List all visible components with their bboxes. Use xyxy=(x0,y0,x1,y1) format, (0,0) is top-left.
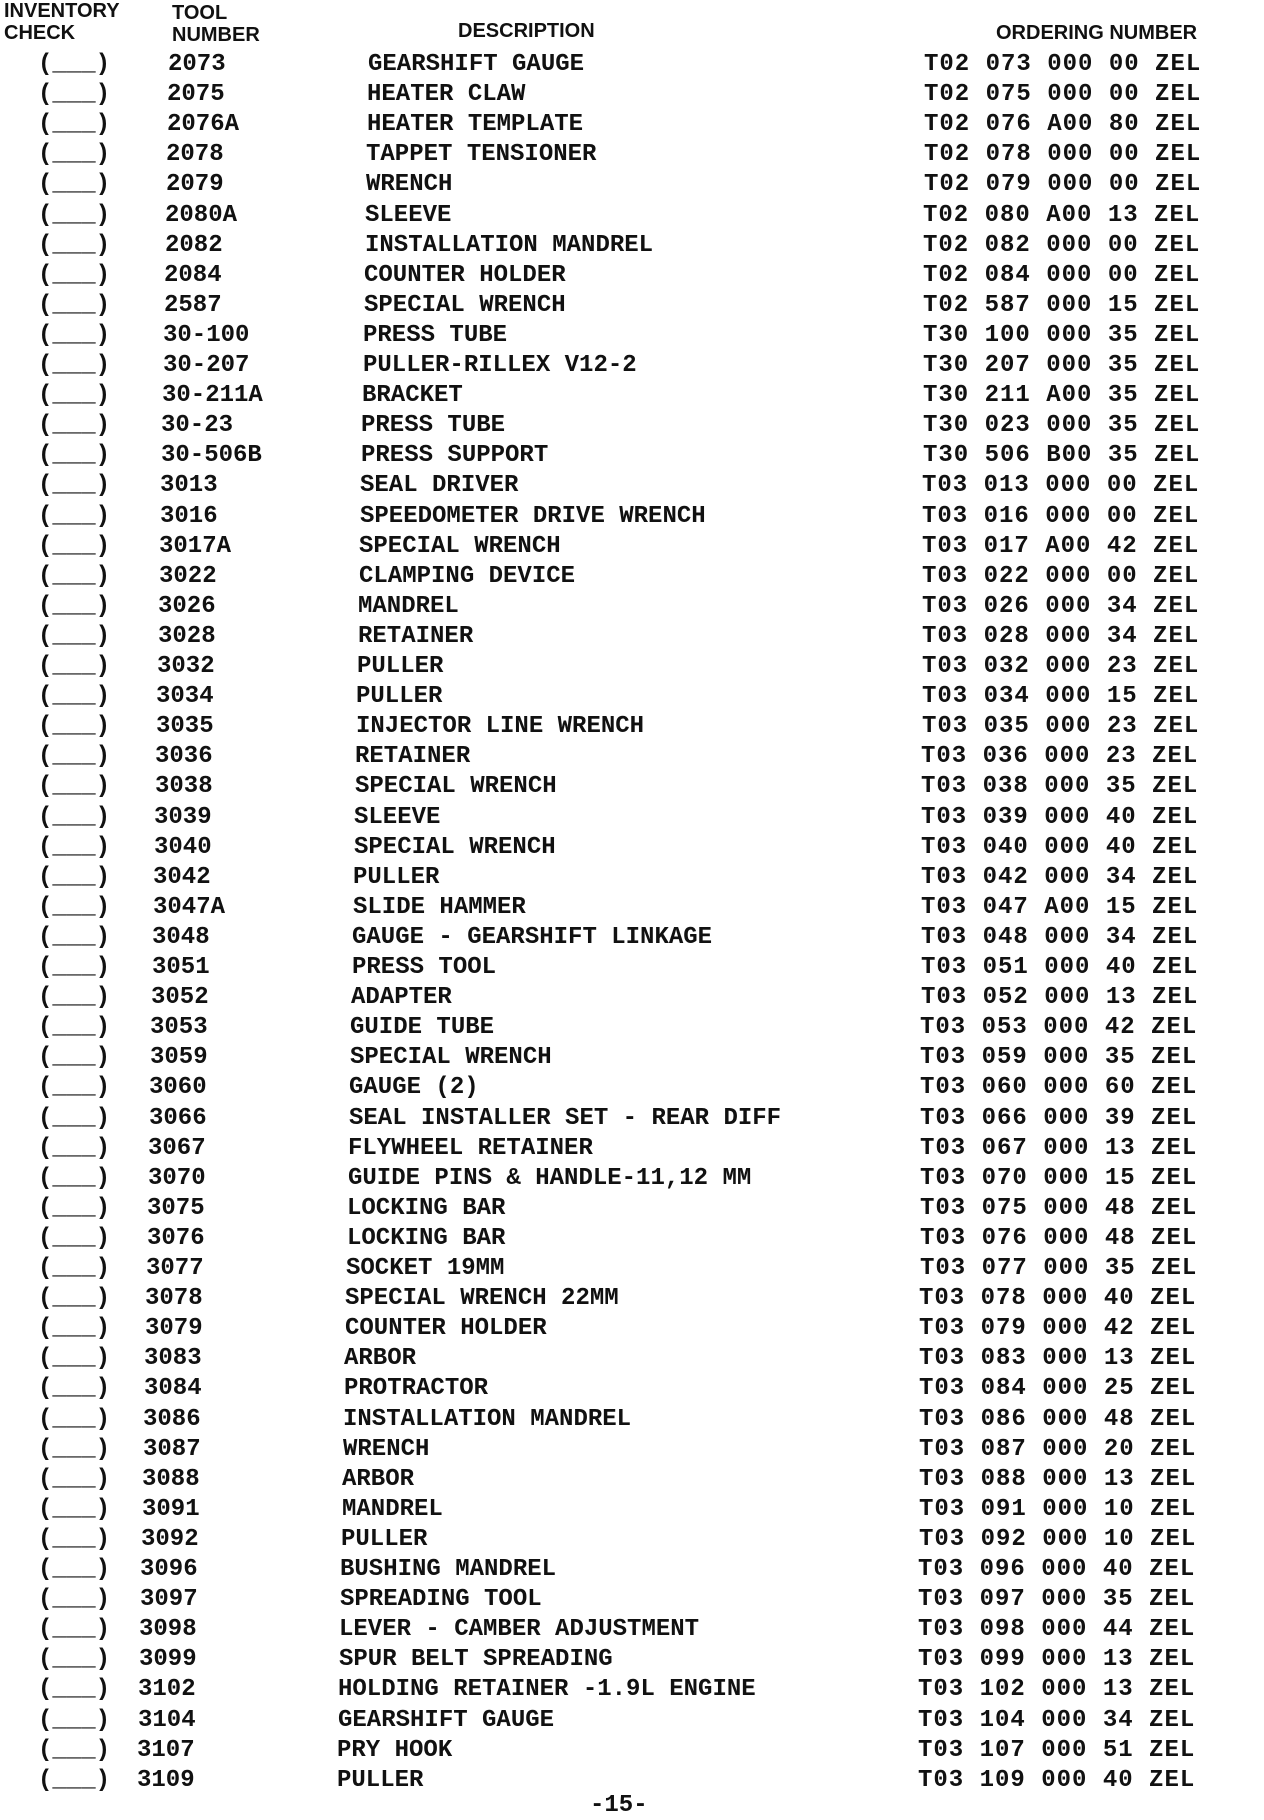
ordering-number: T03 047 A00 15 ZEL xyxy=(921,894,1199,921)
tool-description: PULLER xyxy=(353,864,440,891)
tool-description: INJECTOR LINE WRENCH xyxy=(356,713,645,740)
tool-description: PULLER xyxy=(356,683,443,710)
inventory-checkbox[interactable]: (___) xyxy=(38,1014,111,1041)
tool-number: 3078 xyxy=(145,1285,203,1312)
table-row xyxy=(0,411,1264,441)
table-row xyxy=(0,381,1264,411)
inventory-checkbox[interactable]: (___) xyxy=(38,503,111,530)
ordering-number: T02 084 000 00 ZEL xyxy=(923,262,1201,289)
inventory-checkbox[interactable]: (___) xyxy=(38,442,111,469)
ordering-number: T03 098 000 44 ZEL xyxy=(918,1616,1196,1643)
inventory-checkbox[interactable]: (___) xyxy=(38,924,111,951)
inventory-checkbox[interactable]: (___) xyxy=(38,51,111,78)
table-row xyxy=(0,1314,1264,1344)
inventory-checkbox[interactable]: (___) xyxy=(38,1225,111,1252)
table-row xyxy=(0,441,1264,471)
tool-number: 3048 xyxy=(152,924,210,951)
tool-description: RETAINER xyxy=(358,623,474,650)
inventory-checkbox[interactable]: (___) xyxy=(38,1496,111,1523)
table-row xyxy=(0,1405,1264,1435)
inventory-checkbox[interactable]: (___) xyxy=(38,202,111,229)
tool-description: SPREADING TOOL xyxy=(340,1586,542,1613)
tool-number: 2076A xyxy=(167,111,240,138)
inventory-checkbox[interactable]: (___) xyxy=(38,804,111,831)
tool-number: 2082 xyxy=(165,232,223,259)
tool-number: 3022 xyxy=(159,563,217,590)
ordering-number: T02 076 A00 80 ZEL xyxy=(924,111,1202,138)
ordering-number: T03 016 000 00 ZEL xyxy=(922,503,1200,530)
table-row xyxy=(0,291,1264,321)
ordering-number: T02 082 000 00 ZEL xyxy=(923,232,1201,259)
tool-number: 3042 xyxy=(153,864,211,891)
tool-description: SLEEVE xyxy=(354,804,441,831)
tool-number: 3032 xyxy=(157,653,215,680)
table-row xyxy=(0,863,1264,893)
ordering-number: T02 075 000 00 ZEL xyxy=(924,81,1202,108)
inventory-checkbox[interactable]: (___) xyxy=(38,1646,111,1673)
tool-number: 2080A xyxy=(165,202,238,229)
tool-description: SPUR BELT SPREADING xyxy=(339,1646,613,1673)
inventory-header-line1: INVENTORY xyxy=(4,0,120,22)
inventory-checkbox[interactable]: (___) xyxy=(38,1406,111,1433)
ordering-number: T03 036 000 23 ZEL xyxy=(921,743,1199,770)
ordering-number: T03 017 A00 42 ZEL xyxy=(922,533,1200,560)
tool-number: 3059 xyxy=(150,1044,208,1071)
tool-number: 3083 xyxy=(144,1345,202,1372)
tool-number: 3077 xyxy=(146,1255,204,1282)
table-row xyxy=(0,1645,1264,1675)
tool-description: CLAMPING DEVICE xyxy=(359,563,576,590)
inventory-checkbox[interactable]: (___) xyxy=(38,834,111,861)
tool-description: GAUGE - GEARSHIFT LINKAGE xyxy=(352,924,713,951)
inventory-checkbox[interactable]: (___) xyxy=(38,382,111,409)
tool-description: PULLER xyxy=(357,653,444,680)
ordering-number: T03 096 000 40 ZEL xyxy=(918,1556,1196,1583)
table-row xyxy=(0,1585,1264,1615)
table-row xyxy=(0,351,1264,381)
ordering-number: T03 028 000 34 ZEL xyxy=(922,623,1200,650)
inventory-checkbox[interactable]: (___) xyxy=(38,894,111,921)
table-row xyxy=(0,983,1264,1013)
tool-number: 3097 xyxy=(140,1586,198,1613)
table-row xyxy=(0,1465,1264,1495)
tool-description: SPECIAL WRENCH xyxy=(350,1044,552,1071)
table-row xyxy=(0,1224,1264,1254)
tool-description: SPEEDOMETER DRIVE WRENCH xyxy=(360,503,706,530)
tool-description: ADAPTER xyxy=(351,984,452,1011)
inventory-checkbox[interactable]: (___) xyxy=(38,1375,111,1402)
tool-description: BRACKET xyxy=(362,382,463,409)
tool-description: PULLER-RILLEX V12-2 xyxy=(363,352,637,379)
tool-number: 3040 xyxy=(154,834,212,861)
tool-description: HEATER TEMPLATE xyxy=(367,111,584,138)
tool-number: 3051 xyxy=(152,954,210,981)
tool-description: COUNTER HOLDER xyxy=(345,1315,547,1342)
tool-description: HEATER CLAW xyxy=(367,81,526,108)
tool-description: PRESS SUPPORT xyxy=(361,442,549,469)
tool-number: 3035 xyxy=(156,713,214,740)
ordering-number: T03 107 000 51 ZEL xyxy=(918,1737,1196,1764)
ordering-number: T03 079 000 42 ZEL xyxy=(919,1315,1197,1342)
tool-description: SEAL INSTALLER SET - REAR DIFF xyxy=(349,1105,782,1132)
tool-description: RETAINER xyxy=(355,743,471,770)
tool-description: PRESS TUBE xyxy=(363,322,508,349)
table-row xyxy=(0,140,1264,170)
table-row xyxy=(0,1374,1264,1404)
tool-description: WRENCH xyxy=(366,171,453,198)
tool-number: 3038 xyxy=(155,773,213,800)
inventory-checkbox[interactable]: (___) xyxy=(38,232,111,259)
table-row xyxy=(0,1555,1264,1585)
tool-number: 30-211A xyxy=(162,382,263,409)
tool-number: 3086 xyxy=(143,1406,201,1433)
table-row xyxy=(0,1284,1264,1314)
tool-description: PRESS TUBE xyxy=(361,412,506,439)
ordering-number: T30 100 000 35 ZEL xyxy=(923,322,1201,349)
inventory-checkbox[interactable]: (___) xyxy=(38,1135,111,1162)
ordering-number: T03 102 000 13 ZEL xyxy=(918,1676,1196,1703)
table-row xyxy=(0,1435,1264,1465)
inventory-checkbox[interactable]: (___) xyxy=(38,1707,111,1734)
tool-number: 3075 xyxy=(147,1195,205,1222)
ordering-number: T03 097 000 35 ZEL xyxy=(918,1586,1196,1613)
tool-description: BUSHING MANDREL xyxy=(340,1556,557,1583)
tool-description: MANDREL xyxy=(358,593,459,620)
inventory-checkbox[interactable]: (___) xyxy=(38,954,111,981)
table-row xyxy=(0,592,1264,622)
tool-number: 3109 xyxy=(137,1767,195,1794)
tool-description: SPECIAL WRENCH xyxy=(364,292,566,319)
description-header: DESCRIPTION xyxy=(458,20,595,42)
tool-number: 3107 xyxy=(137,1737,195,1764)
tool-description: GAUGE (2) xyxy=(349,1074,479,1101)
tool-description: SPECIAL WRENCH xyxy=(355,773,557,800)
tool-number: 30-100 xyxy=(163,322,250,349)
ordering-number: T03 086 000 48 ZEL xyxy=(919,1406,1197,1433)
tool-number: 2079 xyxy=(166,171,224,198)
table-row xyxy=(0,1104,1264,1134)
tool-description: SPECIAL WRENCH xyxy=(359,533,561,560)
table-row xyxy=(0,1043,1264,1073)
tool-description: PULLER xyxy=(341,1526,428,1553)
tool-number: 30-506B xyxy=(161,442,262,469)
table-row xyxy=(0,50,1264,80)
inventory-checkbox[interactable]: (___) xyxy=(38,352,111,379)
tool-description: GUIDE PINS & HANDLE-11,12 MM xyxy=(348,1165,752,1192)
inventory-checkbox[interactable]: (___) xyxy=(38,563,111,590)
tool-description: PROTRACTOR xyxy=(344,1375,489,1402)
ordering-number: T30 207 000 35 ZEL xyxy=(923,352,1201,379)
inventory-checkbox[interactable]: (___) xyxy=(38,412,111,439)
ordering-number: T03 066 000 39 ZEL xyxy=(920,1105,1198,1132)
ordering-number: T03 040 000 40 ZEL xyxy=(921,834,1199,861)
inventory-checkbox[interactable]: (___) xyxy=(38,533,111,560)
tool-number: 3028 xyxy=(158,623,216,650)
inventory-checkbox[interactable]: (___) xyxy=(38,322,111,349)
ordering-number-header: ORDERING NUMBER xyxy=(996,22,1198,44)
table-row xyxy=(0,742,1264,772)
tool-header-line1: TOOL xyxy=(172,2,228,24)
tool-description: WRENCH xyxy=(343,1436,430,1463)
ordering-number: T03 075 000 48 ZEL xyxy=(920,1195,1198,1222)
table-row xyxy=(0,1525,1264,1555)
inventory-checkbox[interactable]: (___) xyxy=(38,653,111,680)
ordering-number: T03 039 000 40 ZEL xyxy=(921,804,1199,831)
ordering-number: T03 051 000 40 ZEL xyxy=(921,954,1199,981)
tool-number: 3070 xyxy=(148,1165,206,1192)
tool-description: PRESS TOOL xyxy=(352,954,497,981)
tool-number: 2073 xyxy=(168,51,226,78)
inventory-checkbox[interactable]: (___) xyxy=(38,773,111,800)
inventory-header-line2: CHECK xyxy=(4,22,76,44)
table-row xyxy=(0,471,1264,501)
table-row xyxy=(0,261,1264,291)
tool-number-header xyxy=(172,2,260,46)
table-row xyxy=(0,201,1264,231)
ordering-number: T03 109 000 40 ZEL xyxy=(918,1767,1196,1794)
tool-description: SLEEVE xyxy=(365,202,452,229)
inventory-check-header xyxy=(4,0,120,44)
table-row xyxy=(0,562,1264,592)
ordering-number: T03 038 000 35 ZEL xyxy=(921,773,1199,800)
tool-header-line2: NUMBER xyxy=(172,24,260,46)
inventory-checkbox[interactable]: (___) xyxy=(38,1255,111,1282)
tool-description: HOLDING RETAINER -1.9L ENGINE xyxy=(338,1676,756,1703)
inventory-checkbox[interactable]: (___) xyxy=(38,1526,111,1553)
tool-number: 3034 xyxy=(156,683,214,710)
ordering-number: T02 587 000 15 ZEL xyxy=(923,292,1201,319)
table-row xyxy=(0,170,1264,200)
tool-number: 2075 xyxy=(167,81,225,108)
tool-description: SEAL DRIVER xyxy=(360,472,519,499)
inventory-checkbox[interactable]: (___) xyxy=(38,262,111,289)
inventory-checkbox[interactable]: (___) xyxy=(38,1586,111,1613)
ordering-number: T03 078 000 40 ZEL xyxy=(919,1285,1197,1312)
inventory-checkbox[interactable]: (___) xyxy=(38,1676,111,1703)
ordering-number: T03 034 000 15 ZEL xyxy=(922,683,1200,710)
table-row xyxy=(0,833,1264,863)
ordering-number: T30 023 000 35 ZEL xyxy=(923,412,1201,439)
ordering-number: T03 077 000 35 ZEL xyxy=(920,1255,1198,1282)
table-row xyxy=(0,231,1264,261)
table-row xyxy=(0,652,1264,682)
ordering-number: T03 104 000 34 ZEL xyxy=(918,1707,1196,1734)
table-row xyxy=(0,1615,1264,1645)
tool-description: PRY HOOK xyxy=(337,1737,453,1764)
tool-number: 3104 xyxy=(138,1707,196,1734)
table-row xyxy=(0,1013,1264,1043)
tool-description: SLIDE HAMMER xyxy=(353,894,526,921)
table-row xyxy=(0,682,1264,712)
ordering-number: T03 092 000 10 ZEL xyxy=(919,1526,1197,1553)
tool-number: 3013 xyxy=(160,472,218,499)
table-row xyxy=(0,772,1264,802)
table-row xyxy=(0,1495,1264,1525)
tool-description: ARBOR xyxy=(344,1345,417,1372)
inventory-checkbox[interactable]: (___) xyxy=(38,1466,111,1493)
tool-number: 3091 xyxy=(142,1496,200,1523)
tool-number: 3036 xyxy=(155,743,213,770)
ordering-number: T03 070 000 15 ZEL xyxy=(920,1165,1198,1192)
table-row xyxy=(0,1073,1264,1103)
table-row xyxy=(0,80,1264,110)
tool-number: 3088 xyxy=(142,1466,200,1493)
inventory-checkbox[interactable]: (___) xyxy=(38,984,111,1011)
ordering-number: T03 053 000 42 ZEL xyxy=(920,1014,1198,1041)
tool-number: 2078 xyxy=(166,141,224,168)
ordering-number: T03 091 000 10 ZEL xyxy=(919,1496,1197,1523)
tool-number: 3047A xyxy=(153,894,226,921)
inventory-checkbox[interactable]: (___) xyxy=(38,1616,111,1643)
inventory-checkbox[interactable]: (___) xyxy=(38,1105,111,1132)
inventory-checkbox[interactable]: (___) xyxy=(38,743,111,770)
ordering-number: T03 048 000 34 ZEL xyxy=(921,924,1199,951)
table-row xyxy=(0,1194,1264,1224)
ordering-number: T03 026 000 34 ZEL xyxy=(922,593,1200,620)
tool-number: 3026 xyxy=(158,593,216,620)
table-row xyxy=(0,1736,1264,1766)
table-row xyxy=(0,1675,1264,1705)
ordering-number: T02 080 A00 13 ZEL xyxy=(923,202,1201,229)
tool-description: LOCKING BAR xyxy=(347,1225,506,1252)
table-row xyxy=(0,712,1264,742)
inventory-checkbox[interactable]: (___) xyxy=(38,81,111,108)
ordering-number: T03 035 000 23 ZEL xyxy=(922,713,1200,740)
tool-number: 3099 xyxy=(139,1646,197,1673)
ordering-number: T03 087 000 20 ZEL xyxy=(919,1436,1197,1463)
ordering-number: T02 073 000 00 ZEL xyxy=(924,51,1202,78)
tool-number: 3052 xyxy=(151,984,209,1011)
tool-description: LEVER - CAMBER ADJUSTMENT xyxy=(339,1616,700,1643)
ordering-number: T03 083 000 13 ZEL xyxy=(919,1345,1197,1372)
inventory-checkbox[interactable]: (___) xyxy=(38,1767,111,1794)
ordering-number: T03 060 000 60 ZEL xyxy=(920,1074,1198,1101)
inventory-checkbox[interactable]: (___) xyxy=(38,1345,111,1372)
table-row xyxy=(0,110,1264,140)
tool-description: GUIDE TUBE xyxy=(350,1014,495,1041)
inventory-checkbox[interactable]: (___) xyxy=(38,1737,111,1764)
ordering-number: T02 078 000 00 ZEL xyxy=(924,141,1202,168)
tool-description: PULLER xyxy=(337,1767,424,1794)
ordering-number: T03 076 000 48 ZEL xyxy=(920,1225,1198,1252)
inventory-checkbox[interactable]: (___) xyxy=(38,683,111,710)
table-row xyxy=(0,1706,1264,1736)
inventory-checkbox[interactable]: (___) xyxy=(38,1436,111,1463)
inventory-checkbox[interactable]: (___) xyxy=(38,141,111,168)
tool-description: FLYWHEEL RETAINER xyxy=(348,1135,593,1162)
tool-number: 2084 xyxy=(164,262,222,289)
inventory-checkbox[interactable]: (___) xyxy=(38,593,111,620)
table-row xyxy=(0,1344,1264,1374)
inventory-checkbox[interactable]: (___) xyxy=(38,623,111,650)
tool-number: 30-23 xyxy=(161,412,234,439)
page-number: -15- xyxy=(590,1792,648,1819)
ordering-number: T03 042 000 34 ZEL xyxy=(921,864,1199,891)
table-row xyxy=(0,502,1264,532)
table-row xyxy=(0,1134,1264,1164)
tool-number: 3102 xyxy=(138,1676,196,1703)
ordering-number: T03 067 000 13 ZEL xyxy=(920,1135,1198,1162)
tool-description: ARBOR xyxy=(342,1466,415,1493)
table-row xyxy=(0,321,1264,351)
tool-description: SOCKET 19MM xyxy=(346,1255,505,1282)
inventory-checkbox[interactable]: (___) xyxy=(38,111,111,138)
inventory-checkbox[interactable]: (___) xyxy=(38,292,111,319)
table-row xyxy=(0,1254,1264,1284)
tool-description: INSTALLATION MANDREL xyxy=(365,232,654,259)
tool-number: 3076 xyxy=(147,1225,205,1252)
tool-number: 30-207 xyxy=(163,352,250,379)
inventory-checkbox[interactable]: (___) xyxy=(38,171,111,198)
ordering-number: T03 099 000 13 ZEL xyxy=(918,1646,1196,1673)
tool-number: 3067 xyxy=(148,1135,206,1162)
tool-description: GEARSHIFT GAUGE xyxy=(368,51,585,78)
tool-number: 3079 xyxy=(145,1315,203,1342)
tool-number: 2587 xyxy=(164,292,222,319)
tool-description: GEARSHIFT GAUGE xyxy=(338,1707,555,1734)
inventory-checkbox[interactable]: (___) xyxy=(38,472,111,499)
tool-description: SPECIAL WRENCH 22MM xyxy=(345,1285,619,1312)
tool-number: 3066 xyxy=(149,1105,207,1132)
inventory-checkbox[interactable]: (___) xyxy=(38,1315,111,1342)
tool-number: 3016 xyxy=(160,503,218,530)
ordering-number: T03 052 000 13 ZEL xyxy=(921,984,1199,1011)
tool-number: 3098 xyxy=(139,1616,197,1643)
ordering-number: T30 506 B00 35 ZEL xyxy=(923,442,1201,469)
ordering-number: T03 032 000 23 ZEL xyxy=(922,653,1200,680)
table-row xyxy=(0,622,1264,652)
inventory-checkbox[interactable]: (___) xyxy=(38,864,111,891)
table-row xyxy=(0,1164,1264,1194)
tool-description: MANDREL xyxy=(342,1496,443,1523)
inventory-checkbox[interactable]: (___) xyxy=(38,1074,111,1101)
inventory-checkbox[interactable]: (___) xyxy=(38,713,111,740)
ordering-number: T03 084 000 25 ZEL xyxy=(919,1375,1197,1402)
tool-description: LOCKING BAR xyxy=(347,1195,506,1222)
ordering-number: T30 211 A00 35 ZEL xyxy=(923,382,1201,409)
ordering-number: T03 013 000 00 ZEL xyxy=(922,472,1200,499)
tool-number: 3096 xyxy=(140,1556,198,1583)
inventory-checkbox[interactable]: (___) xyxy=(38,1044,111,1071)
table-row xyxy=(0,923,1264,953)
tool-number: 3060 xyxy=(149,1074,207,1101)
tool-number: 3084 xyxy=(144,1375,202,1402)
table-row xyxy=(0,953,1264,983)
ordering-number: T03 088 000 13 ZEL xyxy=(919,1466,1197,1493)
tool-description: TAPPET TENSIONER xyxy=(366,141,597,168)
inventory-checkbox[interactable]: (___) xyxy=(38,1165,111,1192)
tool-number: 3017A xyxy=(159,533,232,560)
table-row xyxy=(0,893,1264,923)
inventory-checkbox[interactable]: (___) xyxy=(38,1195,111,1222)
table-row xyxy=(0,532,1264,562)
tool-description: COUNTER HOLDER xyxy=(364,262,566,289)
ordering-number: T03 022 000 00 ZEL xyxy=(922,563,1200,590)
ordering-number: T03 059 000 35 ZEL xyxy=(920,1044,1198,1071)
inventory-checkbox[interactable]: (___) xyxy=(38,1285,111,1312)
tool-number: 3053 xyxy=(150,1014,208,1041)
tool-description: SPECIAL WRENCH xyxy=(354,834,556,861)
table-row xyxy=(0,803,1264,833)
ordering-number: T02 079 000 00 ZEL xyxy=(924,171,1202,198)
inventory-checkbox[interactable]: (___) xyxy=(38,1556,111,1583)
tool-number: 3087 xyxy=(143,1436,201,1463)
tool-number: 3039 xyxy=(154,804,212,831)
tool-description: INSTALLATION MANDREL xyxy=(343,1406,632,1433)
tool-number: 3092 xyxy=(141,1526,199,1553)
